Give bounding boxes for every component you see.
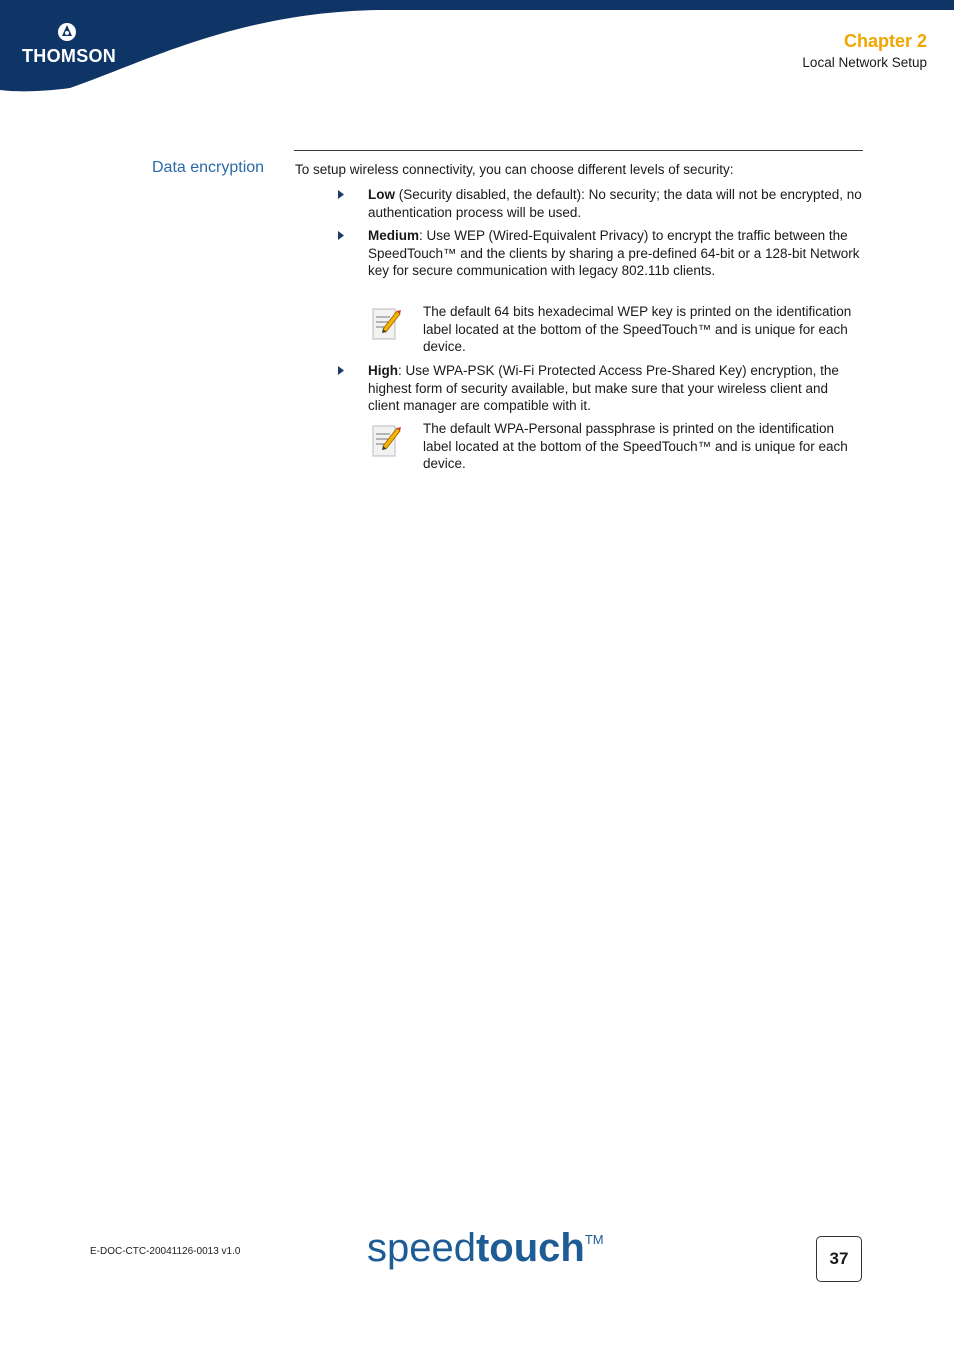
section-divider bbox=[294, 150, 863, 151]
list-item-low bbox=[368, 186, 863, 221]
logo-tm: TM bbox=[584, 1232, 604, 1247]
section-intro: To setup wireless connectivity, you can choose different levels of security: bbox=[295, 162, 734, 177]
header-band bbox=[0, 0, 954, 95]
note-pencil-icon bbox=[370, 305, 402, 341]
page-number: 37 bbox=[816, 1236, 862, 1282]
chapter-title: Chapter 2 bbox=[843, 31, 927, 51]
document-id: E-DOC-CTC-20041126-0013 v1.0 bbox=[90, 1246, 241, 1257]
item-label: Medium bbox=[368, 228, 420, 243]
item-label: High bbox=[368, 363, 398, 378]
brand-name: THOMSON bbox=[22, 46, 117, 66]
note-pencil-icon bbox=[370, 422, 402, 458]
logo-light: speed bbox=[367, 1226, 476, 1270]
speedtouch-logo bbox=[367, 1226, 604, 1271]
bullet-arrow-icon bbox=[338, 366, 344, 375]
bullet-arrow-icon bbox=[338, 231, 344, 240]
item-text: : Use WEP (Wired-Equivalent Privacy) to encrypt the traffic between the SpeedTouch™ and the clients by sharing a pre-defined 64-bit or a 128-bit Network key for secure communication with legacy 802.11b clients. bbox=[368, 228, 860, 279]
note-wpa-passphrase: The default WPA-Personal passphrase is printed on the identification label located at the bottom of the SpeedTouch™ and is unique for each device. bbox=[423, 421, 848, 472]
item-text: (Security disabled, the default): No security; the data will not be encrypted, no authentication process will be used. bbox=[368, 187, 862, 220]
chapter-subtitle: Local Network Setup bbox=[802, 55, 927, 70]
list-item-high bbox=[368, 362, 863, 415]
item-label: Low bbox=[368, 187, 395, 202]
logo-bold: touch bbox=[475, 1226, 585, 1270]
item-text: : Use WPA-PSK (Wi-Fi Protected Access Pre-Shared Key) encryption, the highest form of security available, but make sure that your wireless client and client manager are compatible with it. bbox=[368, 363, 839, 414]
list-item-medium bbox=[368, 227, 863, 280]
section-title: Data encryption bbox=[152, 159, 265, 176]
note-wep-key: The default 64 bits hexadecimal WEP key is printed on the identification label located at the bottom of the SpeedTouch™ and is unique for each device. bbox=[423, 304, 852, 355]
thomson-logo-icon bbox=[57, 22, 77, 42]
bullet-arrow-icon bbox=[338, 190, 344, 199]
